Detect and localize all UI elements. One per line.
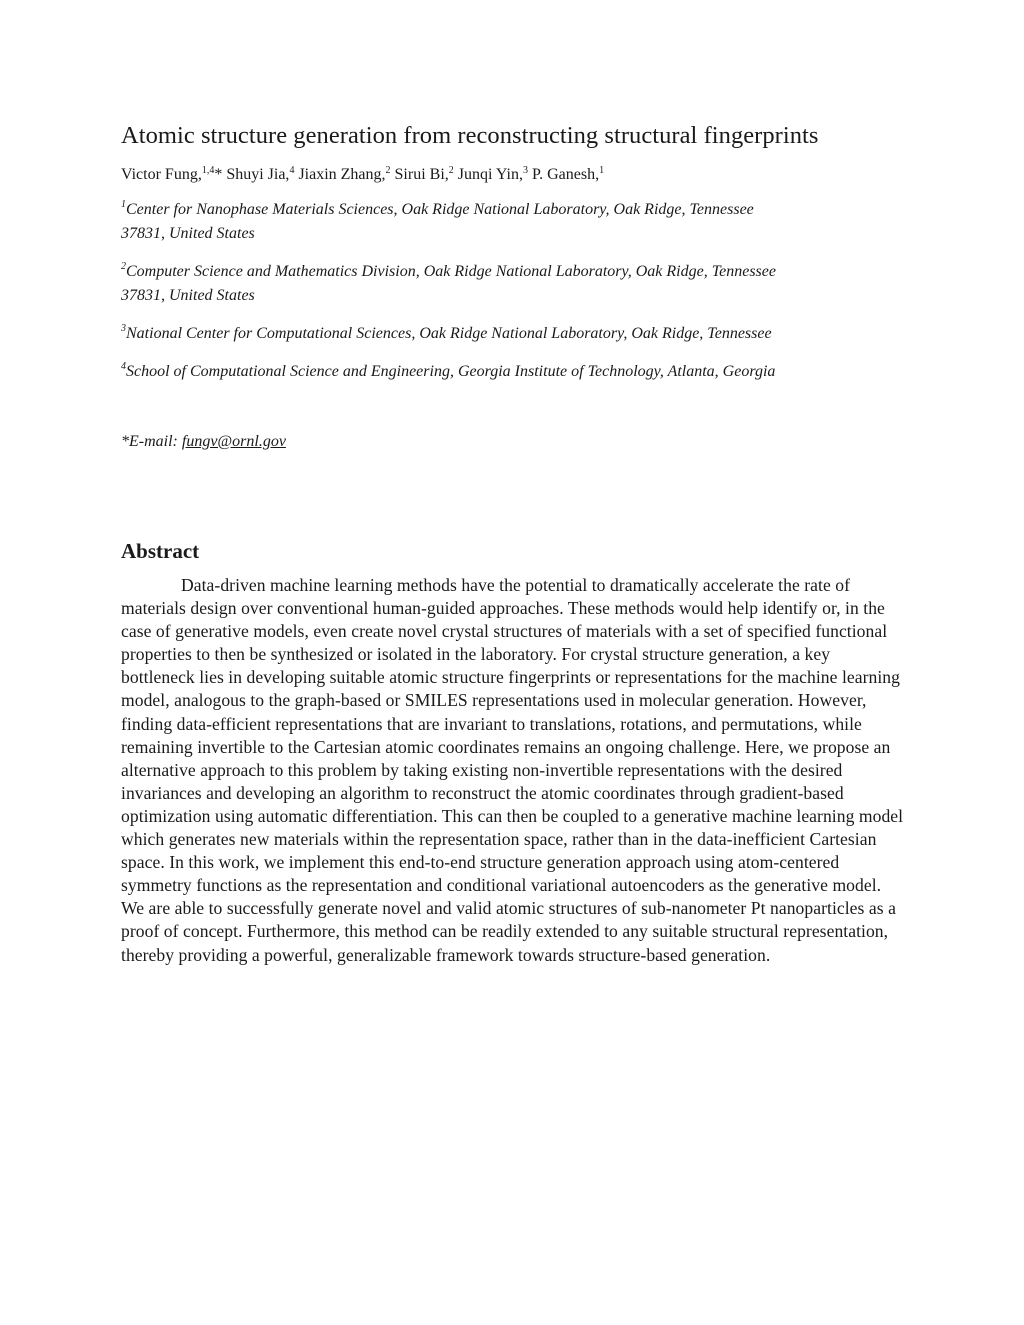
author: Sirui Bi,$^2$ [394,165,454,183]
email-label: *E-mail: [121,433,182,450]
author: Shuyi Jia,$^4$ [226,165,295,183]
email-link[interactable]: fungv@ornl.gov [181,433,286,450]
affiliation-4: $^4$School of Computational Science and Engineering, Georgia Institute of Technology, Atlanta, Georgia [121,361,776,380]
author: Junqi Yin,$^3$ [457,165,528,183]
author: Jiaxin Zhang,$^2$ [298,165,391,183]
affiliation-3: $^3$National Center for Computational Sciences, Oak Ridge National Laboratory, Oak Ridge, Tennessee [121,323,772,342]
author: P. Ganesh,$^1$ [531,165,605,183]
author: Victor Fung,$^{1,4}$* [121,165,223,183]
author-list [121,164,911,186]
corresponding-email [121,430,911,454]
affiliation-2: $^2$Computer Science and Mathematics Division, Oak Ridge National Laboratory, Oak Ridge, Tennessee 37831, United States [121,261,776,304]
paper-page [121,118,911,967]
abstract-text: Data-driven machine learning methods have the potential to dramatically accelerate the rate of materials design over conventional human-guided approaches. These methods would help identify or, in the case of generative models, even create novel crystal structures of materials with a set of specified functional properties to then be synthesized or isolated in the laboratory. For crystal structure generation, a key bottleneck lies in developing suitable atomic structure fingerprints or representations for the machine learning model, analogous to the graph-based or SMILES representations used in molecular generation. However, finding data-efficient representations that are invariant to translations, rotations, and permutations, while remaining invertible to the Cartesian atomic coordinates remains an ongoing challenge. Here, we propose an alternative approach to this problem by taking existing non-invertible representations with the desired invariances and developing an algorithm to reconstruct the atomic coordinates through gradient-based optimization using automatic differentiation. This can then be coupled to a generative machine learning model which generates new materials within the representation space, rather than in the data-inefficient Cartesian space. In this work, we implement this end-to-end structure generation approach using atom-centered symmetry functions as the representation and conditional variational autoencoders as the generative model. We are able to successfully generate novel and valid atomic structures of sub-nanometer Pt nanoparticles as a proof of concept. Furthermore, this method can be readily extended to any suitable structural representation, thereby providing a powerful, generalizable framework towards structure-based generation. [121,575,904,965]
paper-title: Atomic structure generation from reconstructing structural fingerprints [121,122,819,149]
abstract-heading: Abstract [121,539,200,563]
affiliation-1: $^1$Center for Nanophase Materials Sciences, Oak Ridge National Laboratory, Oak Ridge, Tennessee 37831, United States [121,199,754,242]
